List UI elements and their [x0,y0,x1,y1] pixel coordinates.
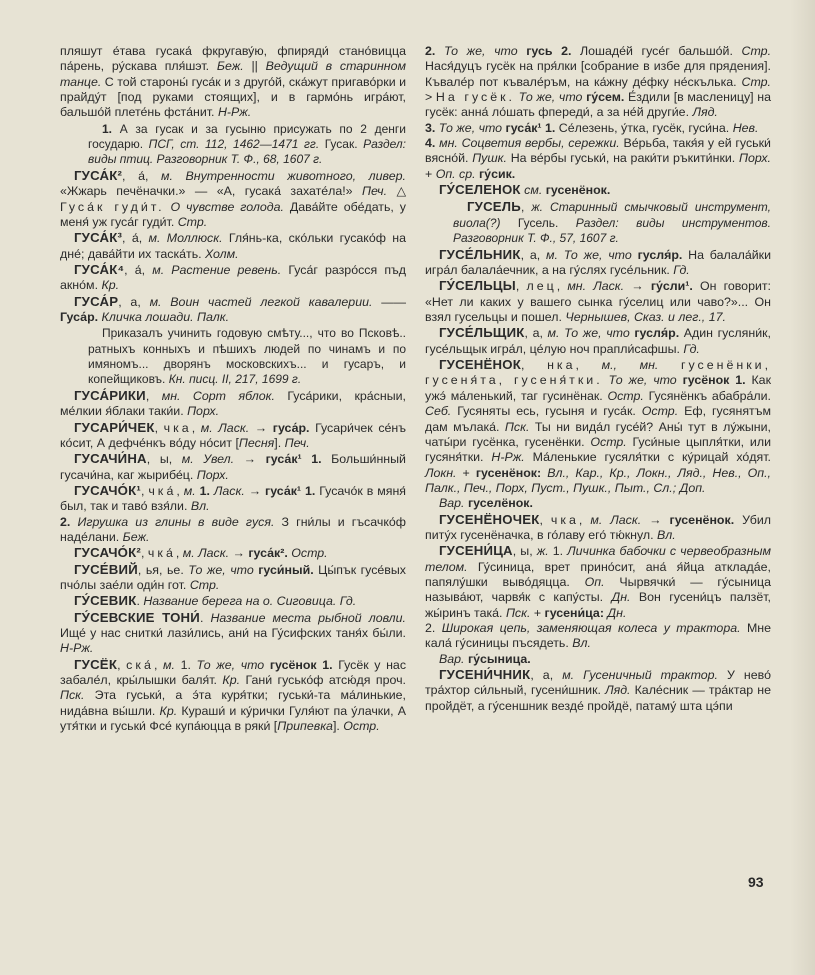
text-run: гусёнок 1. [682,373,746,388]
text-run: м. [163,657,175,672]
text-run: м. Гусеничный трактор. [562,668,718,682]
text-run: чка́ [147,546,176,561]
text-run: С той староны́ гуса́к и з друго́й, ска́жут пригаво́рки и прайду́т [под руками стоящих], и в гармо́нь игра́ют, бальшо́й плете́нь фста́нит. [60,74,406,120]
text-run: 3. [425,120,436,135]
text-run: → [249,420,273,435]
text-run: А за гусак и за гусыню присужать по 2 денги государю. [88,121,406,151]
dictionary-entry [425,357,771,496]
text-run: ПСГ, ст. 112, 1462—1471 гг. [148,136,320,151]
text-run: , [175,546,183,561]
citation-block [88,326,406,386]
text-run: гусёнок 1. [269,657,333,672]
text-run: У нево́ тра́хтор си́льный, гусени́шник. [425,668,771,698]
text-run: Вон гусени́цъ палзёт, жы́ринъ така́. [425,590,772,620]
text-run: Еф, гусянятъм дам мълака́. [425,404,771,434]
dictionary-entry [425,121,771,136]
text-run: Остр. [607,388,644,403]
text-run: Ты ни вида́л гусе́й? Аны́ тут в лу́жыни, чаты́ри гусёнка, гусенёнки. [425,419,771,449]
text-run: 1. [102,121,113,136]
dictionary-entry [60,610,406,657]
text-run: Стр. [741,74,771,89]
text-run: На балала́йки игра́л балала́ечник, а на гу́слях гусе́льник. [425,247,771,278]
text-run: Дава́йте обе́дать, у меня́ уж гуса́г гуди́т. [60,199,406,230]
dictionary-entry [60,451,406,483]
text-run: Название места рыбной ловли. [210,610,406,625]
text-run: лец [526,279,557,294]
text-run: ж. [536,544,549,559]
text-run: м. Внутренности животного, ливер. [160,169,406,183]
text-run: ж. Старинный смычковый инструмент, виола(?) [453,200,771,230]
text-run: Как ужэ́ ма́ленький, таг гусинёнак. [425,373,771,403]
text-run: → [624,279,651,294]
text-run: Гусель. [500,215,576,230]
headword: ГУСЕНИ́ЧНИК [439,667,531,682]
text-run: гусенёнки, гусеня́та, гусеня́тки. [425,358,772,388]
headword: ГУСЕ́ЛЬЩИК [439,325,525,341]
text-run: , а́, [122,231,149,246]
text-run [658,358,681,372]
dictionary-entry [425,278,771,325]
page-number: 93 [748,874,764,890]
text-run: Он говорит: «Нет ли каких у вашего сынка гу́селиц или чаво?»... Он взял гусельцы и пошел. [425,279,772,325]
dictionary-entry [425,44,771,121]
text-run: гуса́к². [248,546,288,561]
text-run: гу́сли¹. [650,279,693,294]
text-run: гусенёнок. [545,183,611,198]
headword: ГУСАРИ́ЧЕК [74,419,155,435]
text-run: Раздел: виды инструментов. Разговорник Т. Ф., 57, 1607 г. [453,215,771,245]
text-run: Гд. [673,263,690,278]
text-run: То же, что [608,373,677,388]
right-column [425,44,771,714]
text-run: , [578,512,591,527]
text-run: чка [550,512,579,527]
text-run: Раздел: виды птиц. Разговорник Т. Ф., 68, 1607 г. [88,136,406,166]
text-run: гусенёнок: [475,465,542,480]
text-run: Широкая цепь, заменяющая колеса у трактора. [441,620,741,635]
text-run: Остр. [590,434,627,449]
text-run: гуса́к¹ 1. [265,483,316,498]
text-run: м. Увел. [181,452,235,467]
text-run: м. То же, что [546,247,632,262]
text-run: Ма́ленькие гусяля́тки с ку́рицай хо́дят. [524,450,771,465]
headword: ГУ́СЕЛЬЦЫ [439,278,516,294]
dictionary-entry [60,562,406,594]
text-run: Гд. [683,341,700,356]
dictionary-entry [60,657,406,735]
text-run: гу́сем. [586,90,625,105]
text-run: , [154,420,164,435]
text-run: , [191,420,201,435]
text-run: гу́сыница. [467,651,531,666]
text-run: Стр. [177,215,208,230]
headword: ГУСАЧИ́НА [74,451,147,467]
headword: ГУСА́К⁴ [74,262,125,278]
headword: ГУСАЧО́К² [74,545,141,561]
headword: ГУСЕНИ́ЦА [439,543,513,559]
text-run: , [140,546,148,561]
text-run: 2. [425,620,442,635]
dictionary-entry [60,483,406,515]
headword: ГУСЕНЁНОК [439,357,521,373]
page-edge-shadow [790,0,815,975]
text-run: пляшут е́тава гусака́ фкругаву́ю, фпиряди́ стано́вицца па́рень, ру́скава пля́шэт. [60,44,406,74]
text-run: Ве́рьба, такя́я у ей гуськи́ вясно́й. [425,136,771,166]
text-run: Н-Рж. [217,105,252,120]
dictionary-entry [60,593,406,609]
text-run: Вл. [572,636,591,651]
text-run: м. Ласк. [200,420,250,435]
text-run: Песня [238,435,275,450]
text-run: Кураши́ и ку́рички Гуля́ют па у́лачки, А утя́тки и гуськи́ Фсе́ купа́юцца в ряки́ [ [60,703,407,734]
text-run: , [140,483,149,498]
text-run: Холм. [205,246,239,261]
headword: ГУ́СЕЛЕНОК [439,182,521,198]
text-run: На гусёк. [435,90,515,105]
dictionary-entry [425,182,771,198]
text-run: + [456,465,476,480]
text-run: 4. [425,136,436,151]
text-run: ска́ [126,657,154,672]
text-run: То же, что [438,120,503,135]
text-run: 1. [174,657,197,672]
text-run: Кале́сник — тра́ктар не пройдёт, а гу́сеншник везде́ пройдё, патаму́ шта цэ́пи [425,683,771,713]
text-run: Пск. [60,688,85,703]
text-run: Вл., Кар., Кр., Локн., Ляд., Нев., Оп., Палк., Печ., Порх, Пуст., Пушк., Пыт., Сл.; Доп. [425,465,771,495]
text-run [435,44,444,58]
text-run: > [425,90,436,105]
text-run: Порх. [187,404,220,419]
text-run: Беж. [216,59,244,74]
text-run: Н-Рж. [491,450,525,465]
text-run: + [530,605,545,620]
text-run: Пск. [505,605,531,620]
text-run: . [136,594,144,609]
text-run: Вл. [190,499,210,514]
text-run: З гни́лы и гъсачко́ф наде́лани. [60,514,406,544]
text-run: Мне кала́ гу́синицы пъсядеть. [425,620,772,651]
text-run: Больши́нный гусачи́на, каг жырибе́ц. [60,452,406,482]
text-run: Е́здили [в масленицу] на гусёк: анна́ ло́шать фпереди́, а за не́й други́е. [425,90,772,120]
headword: ГУСЕЛЬ [467,199,521,215]
dictionary-entry [60,420,406,452]
text-run: Нася́дуцъ гусёк на пря́лки [собрание в избе для прядения]. Къвале́р пот къвале́ръм, на ка́жну де́фку не́скълька. [425,59,771,89]
text-run: Лошаде́й гусе́г бальшо́й. [571,44,742,58]
text-run: Вл. [657,527,676,542]
text-run: То же, что [188,562,254,577]
text-run: Вар. [439,496,465,511]
text-run: Кр. [101,278,120,293]
text-run: Гля́нь-ка, ско́льки гусако́ф на дне́; дава́йти их таска́ть. [60,231,406,261]
dictionary-entry [425,667,771,714]
text-run: Кн. писц. II, 217, 1699 г. [168,371,302,386]
dictionary-entry [60,545,406,561]
text-run: Чырвячки́ — гу́сыница называ́ют, чарвя́к с капу́сты. [425,574,772,605]
text-run: → [641,512,670,527]
text-run: , а, [530,668,563,682]
text-run: мн. Ласк. [567,279,625,294]
text-run: гусля́р. [634,326,680,341]
text-run: О чувстве голода. [170,199,284,214]
text-run: 2. [60,514,71,529]
text-run: Кр. [222,673,241,687]
dictionary-entry [60,44,406,121]
text-run: , [176,483,184,498]
text-run: Кр. [159,703,178,718]
text-run: , а, [520,247,546,262]
text-run: Убил питу́х гусенёначка, в го́лаву его́ тю́кнул. [425,512,771,542]
text-run: гусени́ца: [544,605,604,620]
text-run: Печ. [361,184,388,199]
dictionary-entry [60,294,406,326]
text-run: гуса́р. [272,420,310,435]
text-run: гусь 2. [526,44,572,58]
text-run: , [520,200,532,215]
text-run: м. Ласк. [182,546,230,561]
text-run: Остр. [343,719,380,734]
dictionary-entry [425,325,771,357]
text-run: Адин гусляни́к, гусе́льщык игра́л, це́лую ноч прапли́сафшы. [425,326,771,356]
text-run: Ляд. [605,683,631,698]
dictionary-entry [425,652,771,667]
dictionary-entry [60,388,406,420]
text-run: м. Воин частей легкой кавалерии. [149,294,373,309]
text-run: гусенёнок. [669,512,735,527]
text-run: м. То же, что [547,326,630,341]
text-run: || [243,59,266,74]
left-column [60,44,406,734]
text-run: Личинка бабочки с червеобразным телом. [425,544,772,574]
text-run: Гусак. [319,136,364,151]
dictionary-entry [60,168,406,230]
text-run: Пск. [504,419,530,434]
text-run: , ы, [146,452,182,467]
text-run: Гани́ гусько́ф атсю́дя проч. [240,673,406,687]
text-run: Локн. [425,465,457,480]
dictionary-entry [60,230,406,262]
text-run: м. Моллюск. [148,231,223,246]
text-run: 1. [548,544,568,559]
dictionary-entry [425,621,771,652]
text-run: 1. [199,483,210,498]
dictionary-entry [425,543,771,621]
text-run: , [515,279,527,294]
text-run: Порх. [739,151,771,166]
text-run: Припевка [277,719,333,734]
text-run: гуса́к¹ 1. [265,452,322,467]
text-run: чка [163,420,192,435]
text-run: Кличка лошади. Палк. [101,310,230,325]
text-run: Оп. ср. [435,166,476,181]
text-run: Гусёк у нас забале́л, кры́лышки баля́т. [60,657,407,687]
text-run: , а, [118,294,150,309]
text-run: Вар. [439,651,465,666]
text-run: △ [387,184,406,199]
text-run: Цы́пък гусе́вых пчо́лы зае́ли оди́н гот. [60,562,406,592]
text-run: Нев. [732,120,759,135]
citation-block [88,122,406,167]
text-run: Се́лезень, у́тка, гусёк, гуси́на. [555,120,733,135]
text-run: Дн. [607,605,627,620]
text-run: Гусяняты есь, гусыня и гуса́к. [451,404,642,419]
headword: ГУСА́К³ [74,230,123,246]
text-run [518,44,527,58]
text-run: «Жжарь печёначки.» — «А, гусака́ захате́ла!» [60,184,362,199]
dictionary-entry [425,247,771,279]
text-run: Ласк. [213,483,245,498]
text-run: , ы, [512,544,537,559]
text-run: То же, что [196,657,265,672]
text-run: гуси́ный. [258,562,314,577]
text-run: + [425,166,436,181]
text-run: → [229,546,249,561]
dictionary-entry [425,496,771,511]
text-run: На ве́рбы гуськи́, на раки́ти ръкити́нки. [506,151,739,166]
text-run: мн. Соцветия вербы, сережки. [439,136,620,151]
text-run: Чернышев, Сказ. и лег., 17. [565,310,726,325]
text-run: Остр. [291,546,328,561]
text-run: Гусачо́к в мяня́ был, так и таво́ взя́ли. [60,483,406,514]
text-run: Оп. [584,574,605,589]
text-run: Остр. [641,404,679,419]
text-run: гусля́р. [637,247,683,262]
text-run: , а́, [124,263,153,278]
headword: ГУСЕНЁНОЧЕК [439,511,540,527]
text-run: Гуса́к гуди́т. [60,199,165,214]
text-run: , [520,358,548,373]
text-run: Гуса́г разро́сся пъд акно́м. [60,263,406,293]
text-run: Стр. [189,577,220,592]
text-run: Название берега на о. Сиговица. Гд. [143,594,357,609]
text-run: , [539,512,551,527]
text-run: Н-Рж. [60,641,94,656]
text-run: Стр. [741,44,772,58]
text-run: ]. [274,435,285,450]
text-run: Себ. [425,404,452,419]
dictionary-entry [60,515,406,546]
text-run: гуса́к¹ 1. [505,120,556,135]
citation-block [453,199,771,245]
text-run: мн. Сорт яблок. [161,388,275,403]
text-run: Гусари́чек се́нъ ко́сит, А дефче́нкъ во́ду но́сит [ [60,420,406,450]
text-run: , [153,657,164,672]
text-run: Ведущий в старинном танце. [60,59,406,89]
text-run: → [234,452,266,467]
text-run: → [244,483,266,498]
headword: ГУСЕ́ВИЙ [74,561,138,577]
text-run: м. Растение ревень. [152,263,282,278]
headword: ГУСАЧО́К¹ [74,482,141,498]
text-run: То же, что [518,90,583,105]
text-run: гу́сик. [479,166,516,181]
text-run: —— [372,294,406,309]
text-run: , [556,279,568,294]
text-run: нка [547,358,576,373]
text-run: , [145,388,162,403]
text-run: , ья, ье. [137,562,189,577]
text-run: Порх. [196,467,229,482]
text-run: То же, что [443,44,518,58]
dictionary-entry [425,136,771,182]
text-run: м. Ласк. [590,512,642,527]
headword: ГУСЁК [74,656,118,672]
text-run: , [117,657,127,672]
text-run: Печ. [284,435,310,450]
text-run: Эта гуськи́, а э́та куря́тки; гуськи́-та ма́линькие, нида́вна вы́шли. [60,688,406,718]
text-run: 2. [425,44,436,58]
text-run: . [199,610,211,625]
headword: ГУСА́Р [74,293,119,309]
text-run: Гусянёнкъ абабра́ли. [643,388,771,403]
text-run: , а, [524,326,548,341]
dictionary-entry [60,262,406,294]
headword: ГУСЕ́ЛЬНИК [439,246,521,262]
text-run: м. [183,483,196,498]
text-run: гуселёнок. [467,496,533,511]
text-run: Гуси́ные цыпля́тки, или гусяня́тки. [425,434,771,465]
text-run: Гуса́р. [60,310,99,325]
text-run: Дн. [611,590,631,605]
text-run: Ляд. [692,105,718,120]
text-run: Пушк. [472,151,507,166]
text-run: ]. [332,719,344,734]
text-run: , а́, [122,169,161,183]
text-run: см. [524,183,543,198]
text-run: Приказалъ учинить годовую смѣту..., что во Псковѣ.. ратныхъ конныхъ и пѣшихъ людей по чинамъ и по имяномъ... дворянъ московскихъ... и гусаръ, и копейщиковъ. [88,326,406,386]
text-run: Гу́синица, врет прино́сит, ана́ я́йца аткладáе, папялу́шки выво́дяцца. [425,559,771,589]
text-run: м., мн. [601,358,659,373]
text-run: Игрушка из глины в виде гуся. [77,514,275,529]
dictionary-entry [425,512,771,544]
text-run: Беж. [122,529,150,544]
text-run: Гуса́рики, кра́сныи, ме́лкии я́блаки таки́и. [60,388,406,419]
headword: ГУ́СЕВСКИЕ ТОНИ́ [74,609,200,625]
headword: ГУ́СЕВИК [74,593,137,609]
text-run: чка́ [148,483,177,498]
text-run: , [575,358,602,373]
headword: ГУСА́К² [74,168,123,183]
headword: ГУСА́РИКИ [74,387,146,403]
text-run: Ище́ у нас снитки́ лази́лись, ани́ на Гу́сифских таня́х бы́ли. [60,625,406,640]
